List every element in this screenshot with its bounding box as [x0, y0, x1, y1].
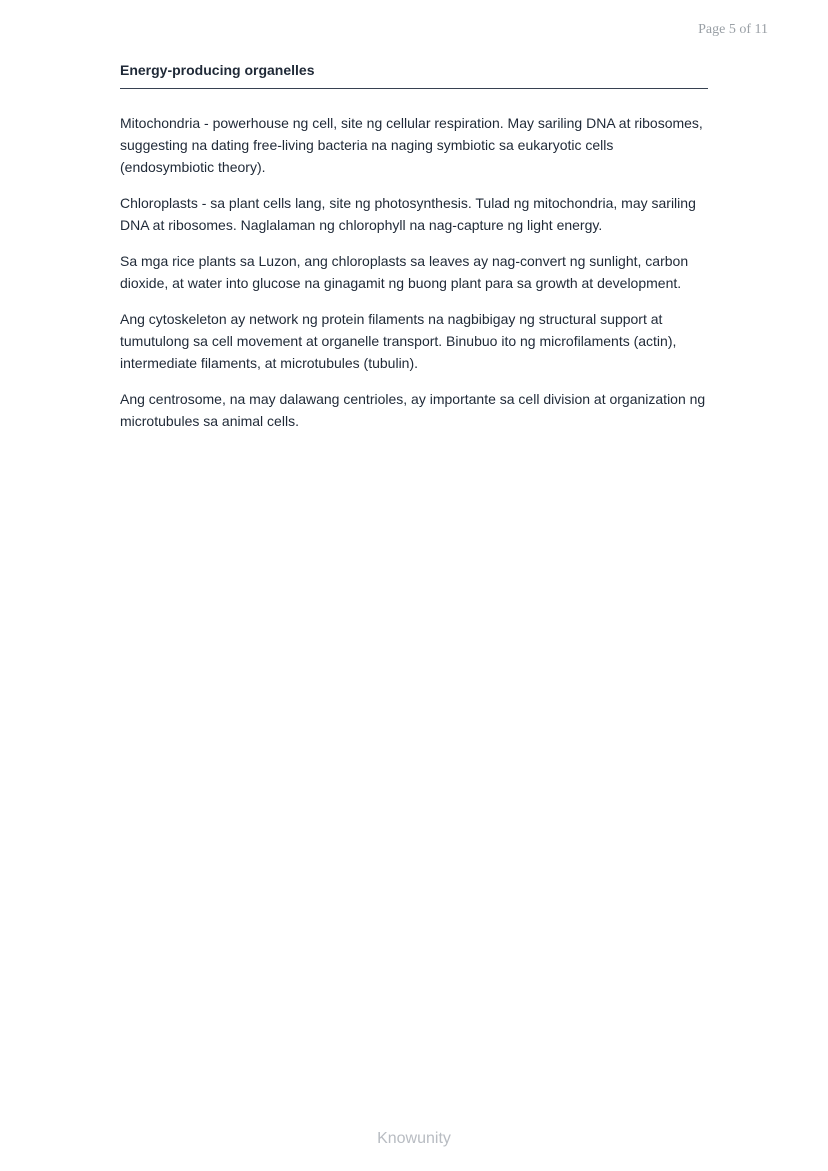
paragraph-rice-plants: Sa mga rice plants sa Luzon, ang chloroplasts sa leaves ay nag-convert ng sunlight, carbon dioxide, at water into glucose na ginagamit ng buong plant para sa growth at development.: [120, 253, 689, 291]
page-number: Page 5 of 11: [698, 22, 768, 37]
paragraph-chloroplasts: Chloroplasts - sa plant cells lang, site ng photosynthesis. Tulad ng mitochondria, may sariling DNA at ribosomes. Naglalaman ng chlorophyll na nag-capture ng light energy.: [120, 195, 696, 233]
document-content: [120, 62, 708, 446]
paragraph-cytoskeleton: Ang cytoskeleton ay network ng protein filaments na nagbibigay ng structural support at tumutulong sa cell movement at organelle transport. Binubuo ito ng microfilaments (actin), intermediate filaments, at microtubules (tubulin).: [120, 311, 677, 371]
footer-brand-logo: Knowunity: [377, 1130, 451, 1147]
section-title: Energy-producing organelles: [120, 62, 708, 89]
paragraph-list: [120, 112, 708, 432]
paragraph-centrosome: Ang centrosome, na may dalawang centrioles, ay importante sa cell division at organization ng microtubules sa animal cells.: [120, 391, 706, 429]
paragraph-mitochondria: Mitochondria - powerhouse ng cell, site ng cellular respiration. May sariling DNA at ribosomes, suggesting na dating free-living bacteria na naging symbiotic sa eukaryotic cells (endosymbiotic theory).: [120, 115, 703, 175]
